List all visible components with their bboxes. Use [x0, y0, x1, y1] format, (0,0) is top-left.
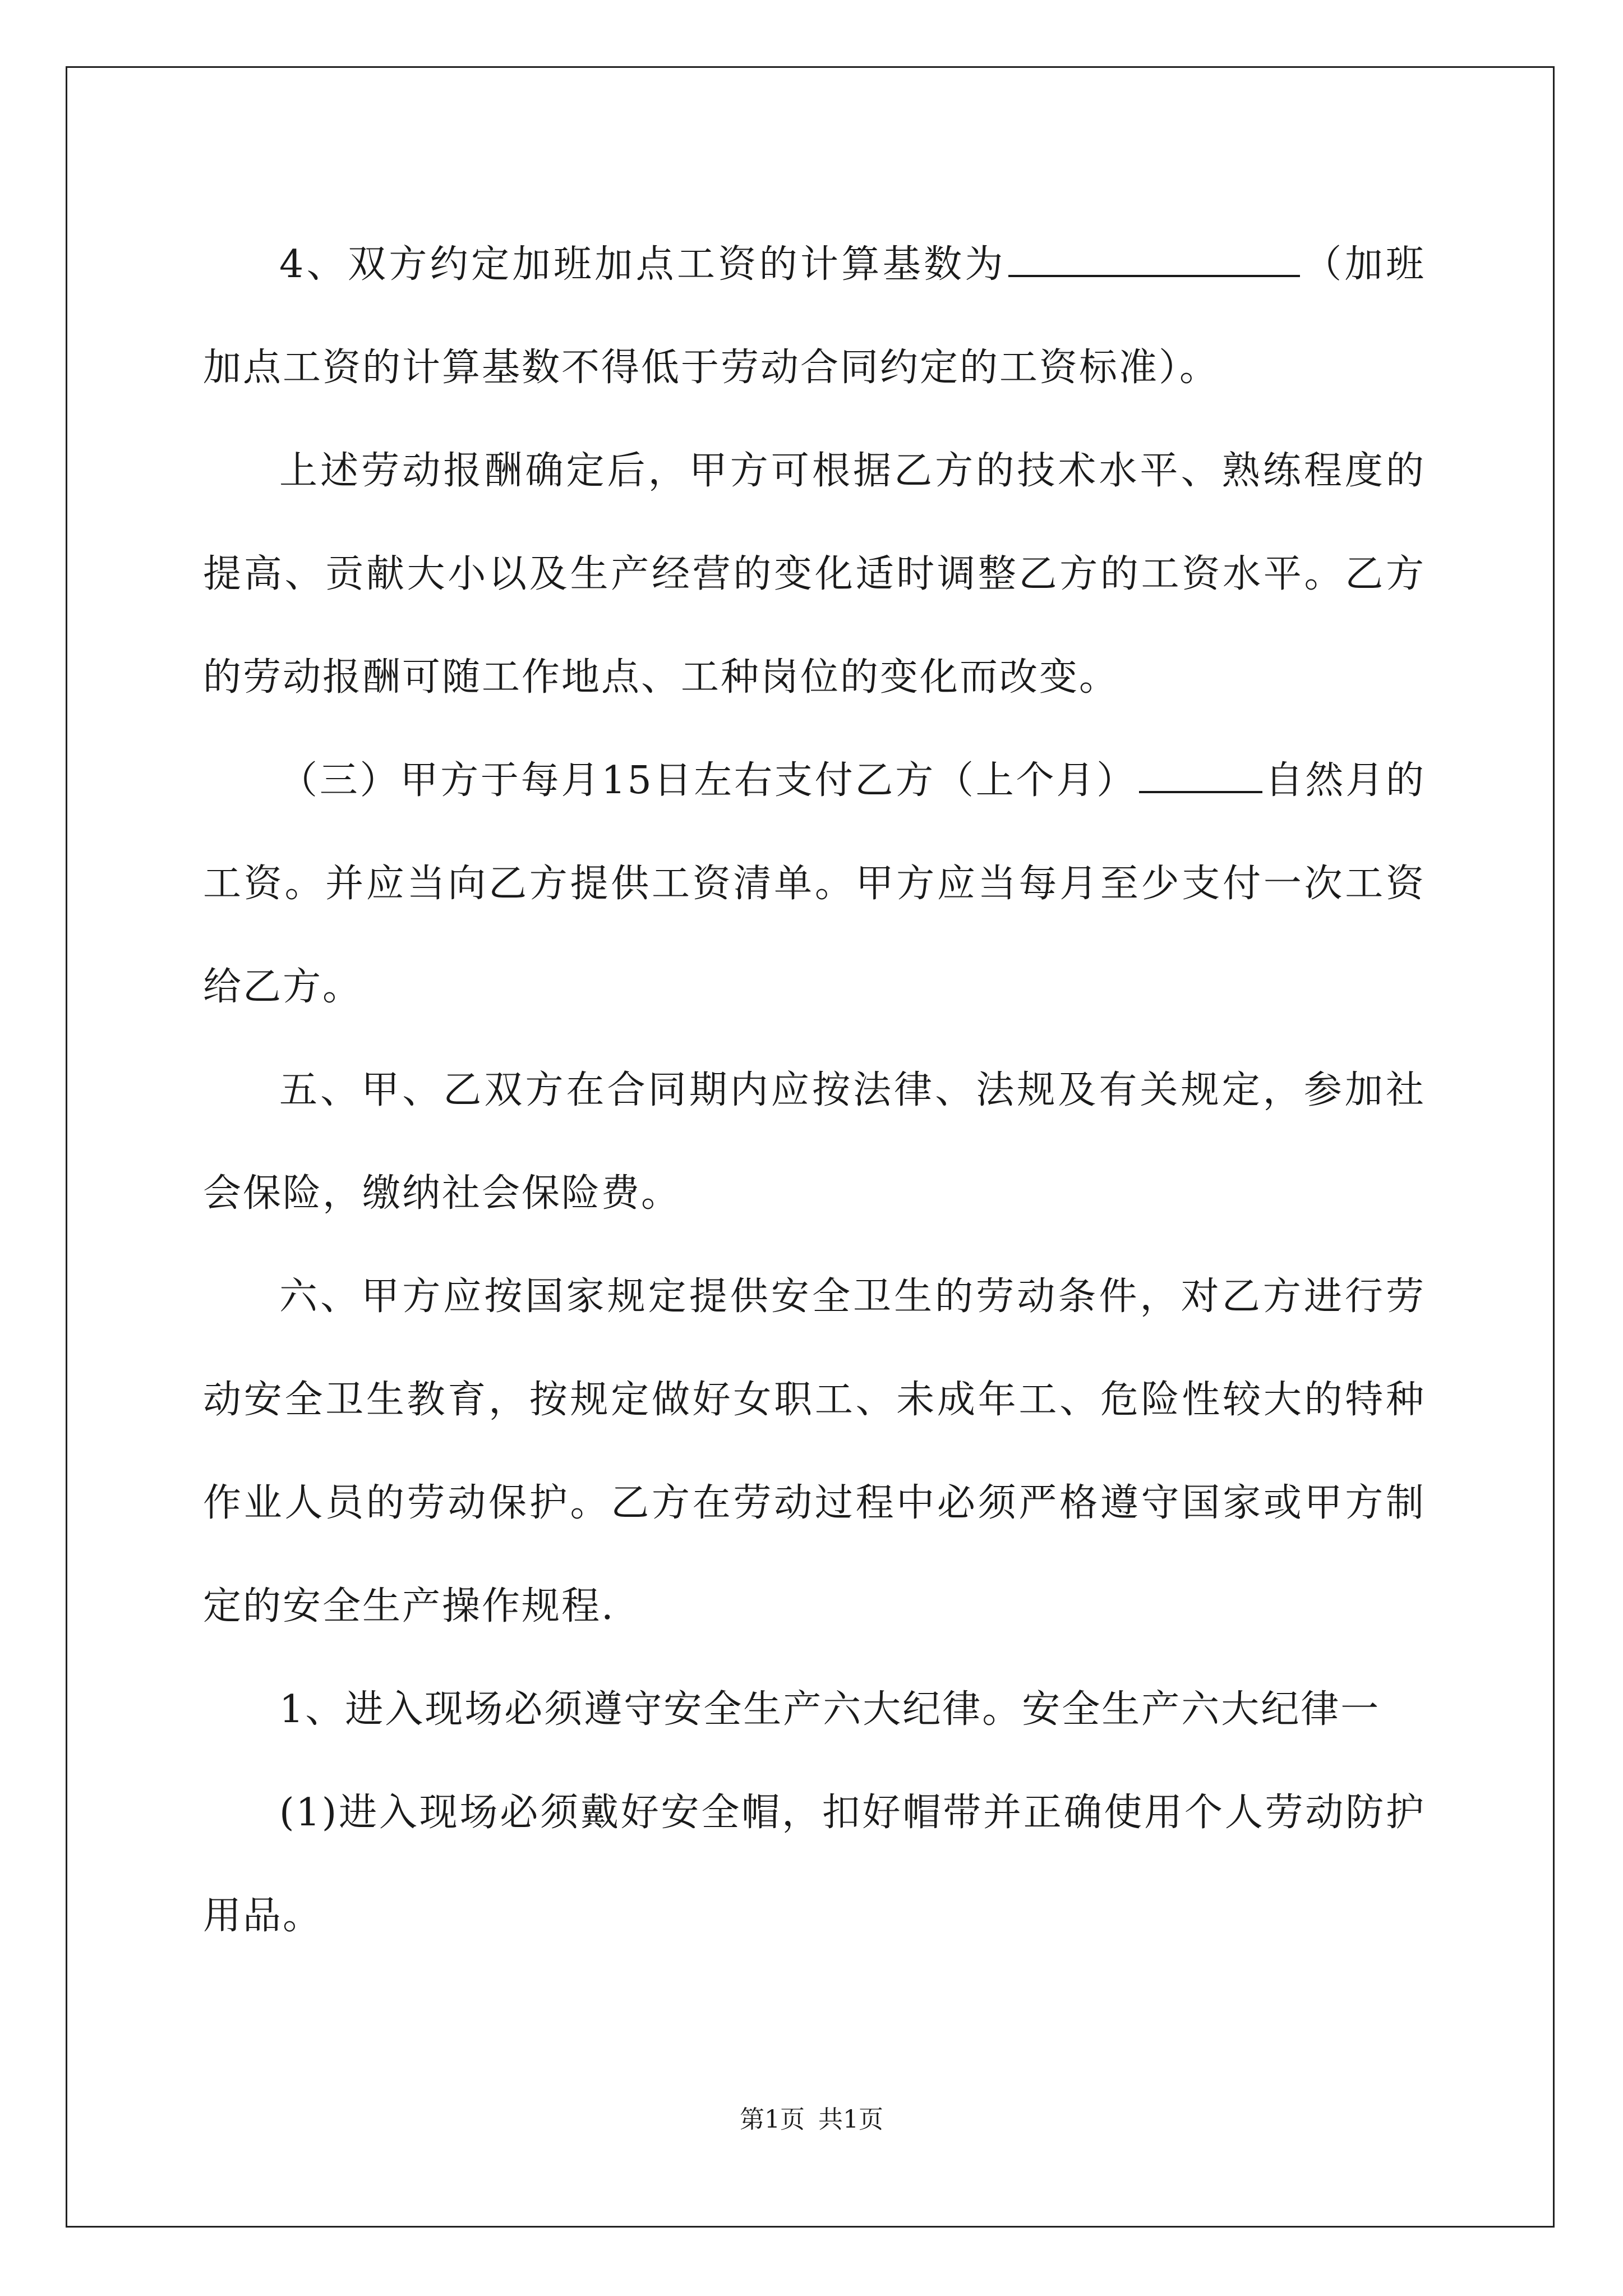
paragraph-text: （加班加点工资的计算基数不得低于劳动合同约定的工资标准）。 [203, 242, 1426, 390]
fill-in-blank[interactable] [1008, 241, 1300, 277]
paragraph-text: 自然月的工资。并应当向乙方提供工资清单。甲方应当每月至少支付一次工资给乙方。 [203, 758, 1426, 1009]
paragraph-wage-adjustment: 上述劳动报酬确定后，甲方可根据乙方的技术水平、熟练程度的提高、贡献大小以及生产经营的变化适时调整乙方的工资水平。乙方的劳动报酬可随工作地点、工种岗位的变化而改变。 [203, 449, 1426, 700]
paragraph-safety-helmet: (1)进入现场必须戴好安全帽，扣好帽带并正确使用个人劳动防护用品。 [203, 1791, 1426, 1938]
paragraph-safety-conditions: 六、甲方应按国家规定提供安全卫生的劳动条件，对乙方进行劳动安全卫生教育，按规定做好女职工、未成年工、危险性较大的特种作业人员的劳动保护。乙方在劳动过程中必须严格遵守国家或甲方制定的安全生产操作规程. [203, 1274, 1426, 1628]
paragraph-overtime-base [203, 213, 1426, 420]
paragraph-text: （三）甲方于每月15日左右支付乙方（上个月） [279, 758, 1137, 803]
fill-in-blank[interactable] [1139, 757, 1262, 793]
paragraph-payment-date [203, 729, 1426, 1039]
paragraph-text: 4、双方约定加班加点工资的计算基数为 [279, 242, 1006, 287]
page-footer [0, 2099, 1623, 2135]
page-number: 第1页 [740, 2105, 805, 2134]
page-total: 共1页 [818, 2105, 883, 2134]
paragraph-social-insurance: 五、甲、乙双方在合同期内应按法律、法规及有关规定，参加社会保险，缴纳社会保险费。 [203, 1068, 1426, 1216]
paragraph-safety-discipline: 1、进入现场必须遵守安全生产六大纪律。安全生产六大纪律一 [279, 1687, 1381, 1732]
document-body [203, 213, 1426, 1968]
